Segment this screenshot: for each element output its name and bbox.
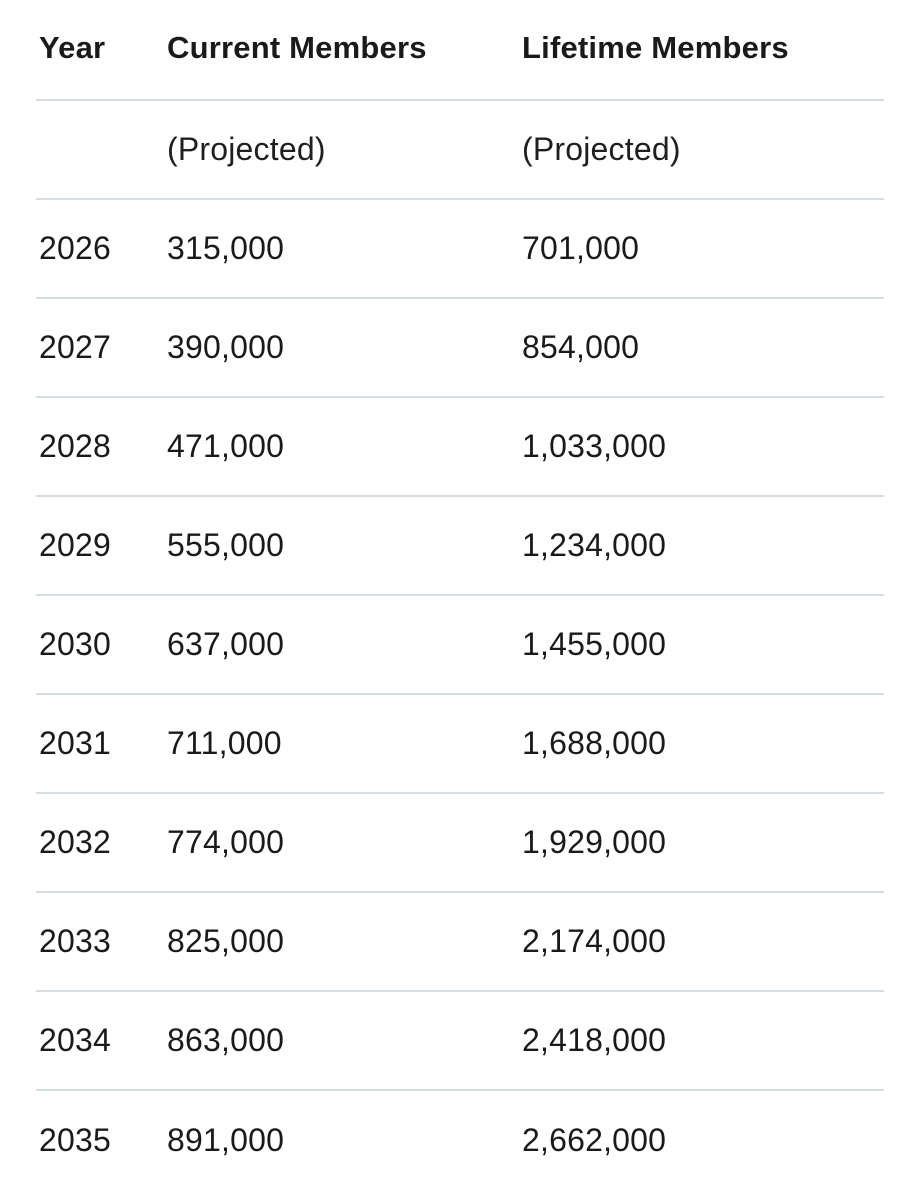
table-header-row <box>36 0 884 101</box>
table-row <box>36 695 884 794</box>
cell-year: 2034 <box>39 1022 111 1058</box>
cell-current-members: 863,000 <box>167 1022 285 1058</box>
cell-year: 2026 <box>39 230 111 266</box>
cell-lifetime-members: 1,033,000 <box>522 428 667 464</box>
cell-year: 2033 <box>39 923 111 959</box>
table-row <box>36 893 884 992</box>
cell-current-members: 825,000 <box>167 923 285 959</box>
subheader-lifetime-projected: (Projected) <box>522 131 681 167</box>
table-row <box>36 200 884 299</box>
cell-lifetime-members: 1,688,000 <box>522 725 667 761</box>
cell-lifetime-members: 2,418,000 <box>522 1022 667 1058</box>
header-lifetime-members: Lifetime Members <box>522 30 789 65</box>
cell-current-members: 891,000 <box>167 1122 285 1158</box>
cell-current-members: 711,000 <box>167 725 282 761</box>
cell-lifetime-members: 1,234,000 <box>522 527 667 563</box>
table-row <box>36 497 884 596</box>
cell-year: 2031 <box>39 725 111 761</box>
cell-lifetime-members: 1,929,000 <box>522 824 667 860</box>
cell-year: 2028 <box>39 428 111 464</box>
header-current-members: Current Members <box>167 30 427 65</box>
cell-current-members: 555,000 <box>167 527 285 563</box>
table-subheader-row <box>36 101 884 200</box>
table-row <box>36 299 884 398</box>
subheader-current-projected: (Projected) <box>167 131 326 167</box>
cell-current-members: 390,000 <box>167 329 285 365</box>
membership-table <box>36 0 884 1190</box>
cell-year: 2027 <box>39 329 111 365</box>
cell-current-members: 774,000 <box>167 824 285 860</box>
header-year: Year <box>39 30 106 65</box>
table-row <box>36 1091 884 1190</box>
cell-year: 2029 <box>39 527 111 563</box>
cell-lifetime-members: 1,455,000 <box>522 626 667 662</box>
table-row <box>36 596 884 695</box>
cell-current-members: 471,000 <box>167 428 285 464</box>
cell-current-members: 315,000 <box>167 230 285 266</box>
cell-lifetime-members: 2,174,000 <box>522 923 667 959</box>
cell-lifetime-members: 701,000 <box>522 230 640 266</box>
table-row <box>36 398 884 497</box>
cell-current-members: 637,000 <box>167 626 285 662</box>
cell-year: 2032 <box>39 824 111 860</box>
table-row <box>36 794 884 893</box>
table-row <box>36 992 884 1091</box>
cell-lifetime-members: 854,000 <box>522 329 640 365</box>
cell-year: 2030 <box>39 626 111 662</box>
cell-year: 2035 <box>39 1122 111 1158</box>
cell-lifetime-members: 2,662,000 <box>522 1122 667 1158</box>
